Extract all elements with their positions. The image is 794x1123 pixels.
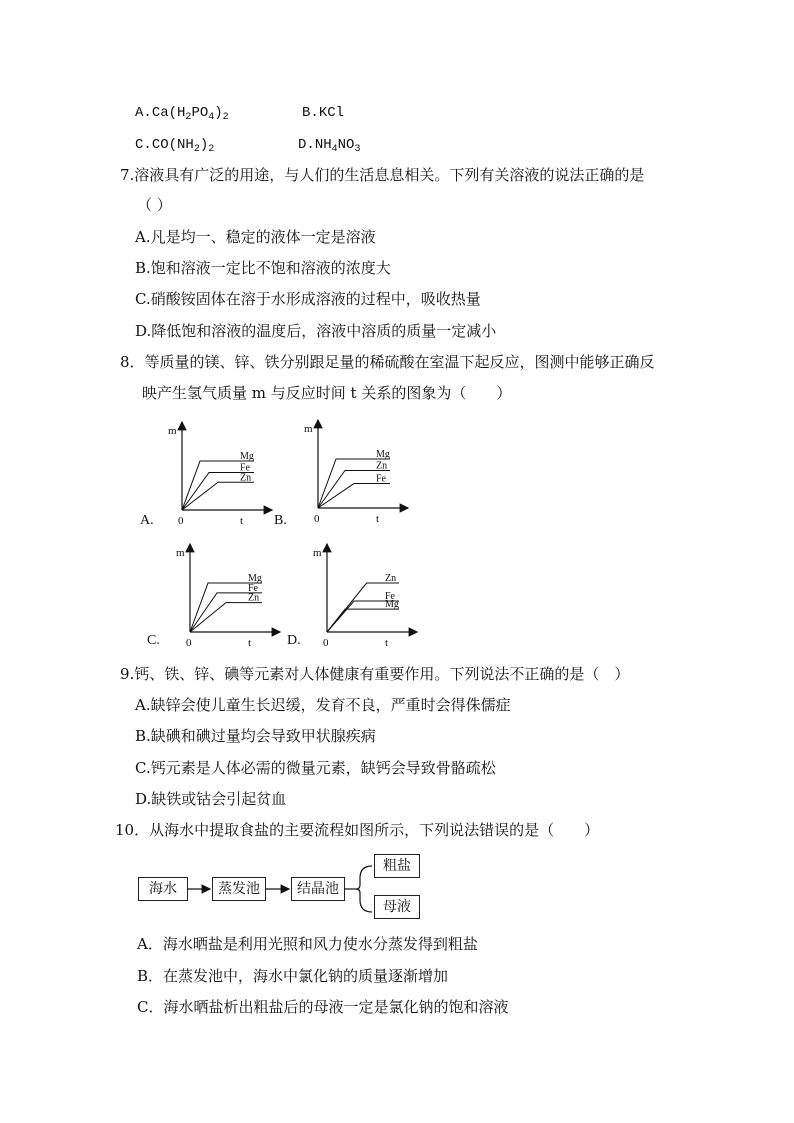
graph-2-origin: 0	[314, 513, 320, 525]
flow-box-seawater: 海水	[138, 877, 188, 901]
graph-4-ylabel: m	[313, 547, 322, 559]
q9-option-d: D.缺铁或钴会引起贫血	[135, 790, 287, 808]
q7-option-d: D.降低饱和溶液的温度后，溶液中溶质的质量一定减小	[135, 322, 497, 340]
q10-option-b: B．在蒸发池中，海水中氯化钠的质量逐渐增加	[137, 967, 449, 985]
graph-3-option-label: C.	[147, 633, 160, 648]
graph-3-origin: 0	[186, 637, 192, 649]
graph-4-xlabel: t	[385, 637, 389, 649]
flow-brace	[356, 866, 372, 912]
graph-3-xlabel: t	[248, 637, 252, 649]
graph-2-series-label-mg: Mg	[376, 449, 390, 461]
graph-3-series-label-fe: Fe	[248, 582, 258, 594]
q9-stem: 9.钙、铁、锌、碘等元素对人体健康有重要作用。下列说法不正确的是（ ）	[120, 665, 630, 683]
q7-option-b: B.饱和溶液一定比不饱和溶液的浓度大	[135, 259, 391, 277]
flow-box-crude-salt: 粗盐	[374, 854, 420, 878]
q9-option-a: A.缺锌会使儿童生长迟缓，发育不良，严重时会得侏儒症	[135, 696, 511, 714]
graph-1-series-label-mg: Mg	[240, 451, 254, 463]
q10-flow-diagram	[0, 850, 794, 930]
graph-2-series-fe	[318, 484, 390, 508]
graph-4-origin: 0	[323, 637, 329, 649]
flow-arrows	[0, 850, 794, 930]
q8-stem-line2: 映产生氢气质量 m 与反应时间 t 关系的图象为（ ）	[142, 384, 512, 402]
flow-box-evaporation-pond: 蒸发池	[212, 877, 266, 901]
q10-stem: 10．从海水中提取食盐的主要流程如图所示，下列说法错误的是（ ）	[115, 821, 600, 839]
q6-option-b: B.KCl	[302, 105, 345, 121]
graph-2-xlabel: t	[376, 513, 380, 525]
graph-1-origin: 0	[178, 515, 184, 527]
graph-2-ylabel: m	[304, 423, 313, 435]
graph-1-series-label-fe: Fe	[240, 462, 250, 474]
q9-option-c: C.钙元素是人体必需的微量元素，缺钙会导致骨骼疏松	[135, 759, 496, 777]
q6-option-c: $C.CO(NH_2)_2$	[135, 137, 215, 155]
graph-3-ylabel: m	[176, 547, 185, 559]
q7-option-a: A.凡是均一、稳定的液体一定是溶液	[135, 228, 376, 246]
graph-2-series-label-zn: Zn	[376, 460, 388, 472]
flow-box-mother-liquor: 母液	[374, 895, 420, 919]
flow-box-crystallization-pond: 结晶池	[291, 877, 345, 901]
graph-3-series-label-zn: Zn	[248, 592, 260, 604]
q9-option-b: B.缺碘和碘过量均会导致甲状腺疾病	[135, 727, 376, 745]
q8-graphs	[0, 410, 794, 650]
graph-1-series-zn	[182, 482, 254, 510]
q6-option-a: $A.Ca(H_2PO_4)_2$	[135, 105, 229, 123]
q10-option-a: A．海水晒盐是利用光照和风力使水分蒸发得到粗盐	[137, 935, 478, 953]
graph-2-option-label: B.	[274, 513, 287, 528]
graph-1-ylabel: m	[168, 425, 177, 437]
graph-1-xlabel: t	[240, 515, 244, 527]
graph-4-series-label-fe: Fe	[385, 591, 395, 602]
graph-3-series-zn	[190, 603, 262, 632]
graph-2-series-label-fe: Fe	[376, 473, 386, 485]
q10-option-c: C．海水晒盐析出粗盐后的母液一定是氯化钠的饱和溶液	[137, 998, 509, 1016]
q7-answer-blank: （ ）	[137, 196, 172, 214]
graph-3-series-label-mg: Mg	[248, 573, 262, 585]
graph-1-option-label: A.	[140, 513, 154, 528]
graph-4-series-mg	[327, 609, 399, 632]
graph-4-series-label-mg: Mg	[385, 599, 399, 611]
q7-option-c: C.硝酸铵固体在溶于水形成溶液的过程中，吸收热量	[135, 290, 481, 308]
graph-1-series-label-zn: Zn	[240, 472, 252, 484]
graph-4-option-label: D.	[287, 633, 301, 648]
q7-stem: 7.溶液具有广泛的用途，与人们的生活息息相关。下列有关溶液的说法正确的是	[120, 166, 645, 184]
q6-option-d: $D.NH_4NO_3$	[298, 137, 361, 155]
q8-stem-line1: 8．等质量的镁、锌、铁分别跟足量的稀硫酸在室温下起反应，图测中能够正确反	[120, 353, 655, 371]
graph-4-series-label-zn: Zn	[385, 573, 397, 585]
